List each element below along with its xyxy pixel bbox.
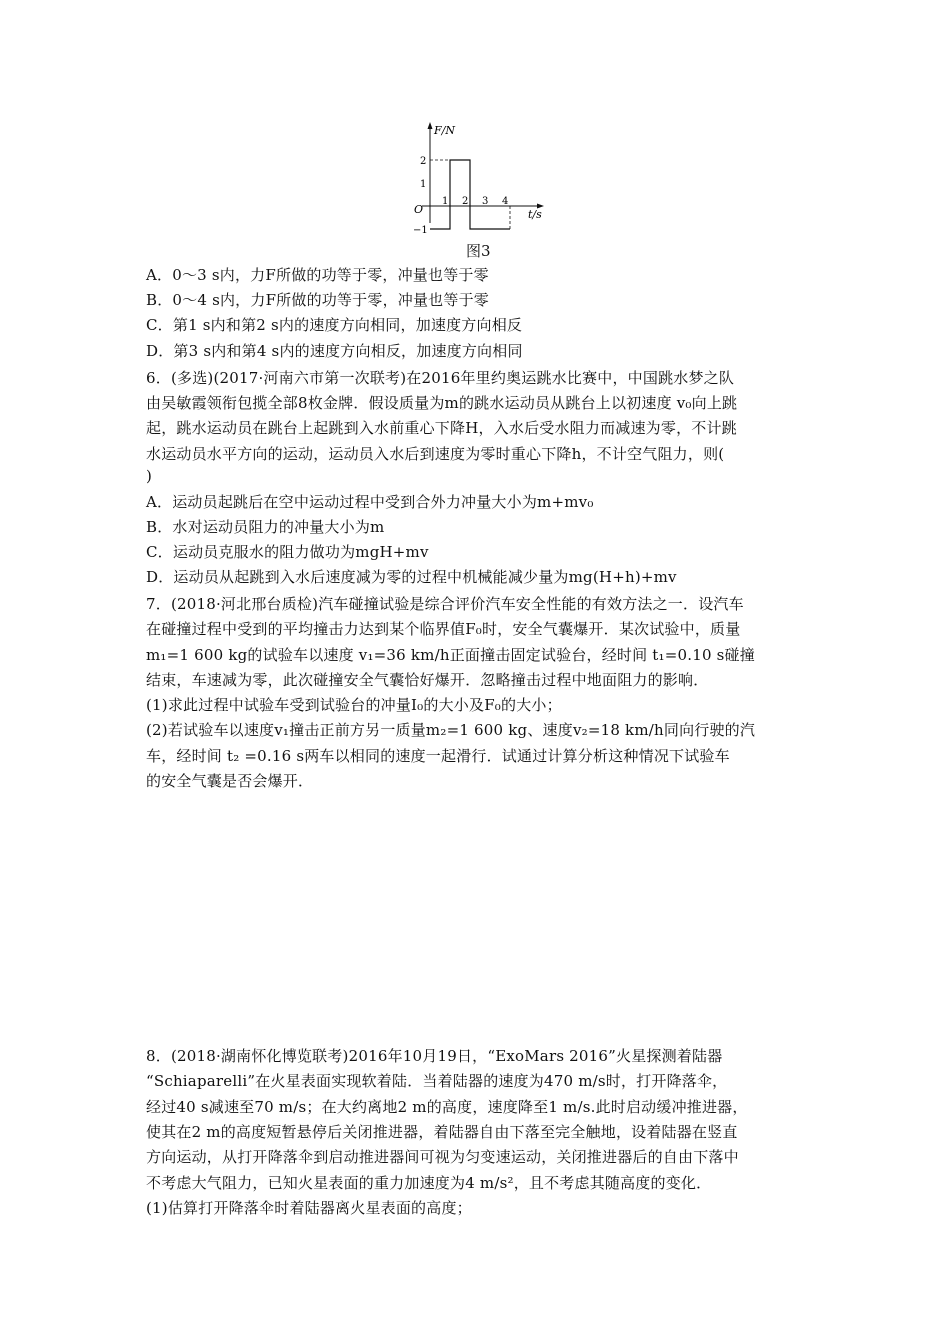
x-tick-label: 2 xyxy=(462,196,469,207)
y-axis-arrow xyxy=(428,122,433,129)
x-tick-label: 1 xyxy=(442,196,449,207)
q6-option-a: A．运动员起跳后在空中运动过程中受到合外力冲量大小为m+mv₀ xyxy=(146,493,594,511)
x-axis-label: t/s xyxy=(528,208,542,221)
q5-option-d: D．第3 s内和第4 s内的速度方向相反，加速度方向相同 xyxy=(146,342,523,360)
q8-stem-line-4: 使其在2 m的高度短暂悬停后关闭推进器，着陆器自由下落至完全触地，设着陆器在竖直 xyxy=(146,1123,738,1141)
q6-stem-line-2: 由吴敏霞领衔包揽全部8枚金牌．假设质量为m的跳水运动员从跳台上以初速度 v₀向上跳 xyxy=(146,394,738,412)
y-tick-label: −1 xyxy=(413,225,428,236)
q7-subquestion-2-line-2: 车，经时间 t₂ =0.16 s两车以相同的速度一起滑行．试通过计算分析这种情况下试验车 xyxy=(146,747,730,765)
q6-stem-line-3: 起，跳水运动员在跳台上起跳到入水前重心下降H，入水后受水阻力而减速为零，不计跳 xyxy=(146,419,737,437)
q6-option-c: C．运动员克服水的阻力做功为mgH+mv xyxy=(146,543,429,561)
y-tick-labels xyxy=(413,156,428,236)
q6-stem-line-1: 6．(多选)(2017·河南六市第一次联考)在2016年里约奥运跳水比赛中，中国跳水梦之队 xyxy=(146,369,735,387)
q7-stem-line-3: m₁=1 600 kg的试验车以速度 v₁=36 km/h正面撞击固定试验台，经时间 t₁=0.10 s碰撞 xyxy=(146,646,755,664)
q7-subquestion-2-line-3: 的安全气囊是否会爆开． xyxy=(146,772,314,790)
q5-option-c: C．第1 s内和第2 s内的速度方向相同，加速度方向相反 xyxy=(146,316,523,334)
origin-label: O xyxy=(414,203,424,216)
q5-option-b: B．0～4 s内，力F所做的功等于零，冲量也等于零 xyxy=(146,291,489,309)
force-time-graph xyxy=(400,118,560,238)
q5-option-a: A．0～3 s内，力F所做的功等于零，冲量也等于零 xyxy=(146,266,489,284)
x-tick-label: 4 xyxy=(502,196,509,207)
q8-stem-line-3: 经过40 s减速至70 m/s；在大约离地2 m的高度，速度降至1 m/s.此时启动缓冲推进器， xyxy=(146,1098,748,1116)
y-axis-label: F/N xyxy=(434,124,455,137)
x-tick-labels xyxy=(442,196,508,207)
q8-stem-line-1: 8．(2018·湖南怀化博览联考)2016年10月19日，“ExoMars 2016”火星探测着陆器 xyxy=(146,1047,723,1065)
figure-caption: 图3 xyxy=(466,242,491,260)
q7-stem-line-4: 结束，车速减为零，此次碰撞安全气囊恰好爆开．忽略撞击过程中地面阻力的影响． xyxy=(146,671,709,689)
q8-subquestion-1: (1)估算打开降落伞时着陆器离火星表面的高度； xyxy=(146,1199,472,1217)
q7-stem-line-1: 7．(2018·河北邢台质检)汽车碰撞试验是综合评价汽车安全性能的有效方法之一．设汽车 xyxy=(146,595,744,613)
q6-option-b: B．水对运动员阻力的冲量大小为m xyxy=(146,518,385,536)
q8-stem-line-5: 方向运动，从打开降落伞到启动推进器间可视为匀变速运动，关闭推进器后的自由下落中 xyxy=(146,1148,739,1166)
q8-stem-line-6: 不考虑大气阻力，已知火星表面的重力加速度为4 m/s²，且不考虑其随高度的变化． xyxy=(146,1174,712,1192)
q7-subquestion-2-line-1: (2)若试验车以速度v₁撞击正前方另一质量m₂=1 600 kg、速度v₂=18 km/h同向行驶的汽 xyxy=(146,721,756,739)
q8-stem-line-2: “Schiaparelli”在火星表面实现软着陆．当着陆器的速度为470 m/s时，打开降落伞， xyxy=(146,1072,728,1090)
q6-stem-line-5: ) xyxy=(146,467,153,485)
q7-subquestion-1: (1)求此过程中试验车受到试验台的冲量I₀的大小及F₀的大小； xyxy=(146,696,562,714)
force-series-line xyxy=(430,160,510,229)
q6-stem-line-4: 水运动员水平方向的运动，运动员入水后到速度为零时重心下降h，不计空气阻力，则( xyxy=(146,445,725,463)
q6-option-d: D．运动员从起跳到入水后速度减为零的过程中机械能减少量为mg(H+h)+mv xyxy=(146,568,677,586)
q7-stem-line-2: 在碰撞过程中受到的平均撞击力达到某个临界值F₀时，安全气囊爆开．某次试验中，质量 xyxy=(146,620,741,638)
x-tick-label: 3 xyxy=(482,196,489,207)
y-tick-label: 2 xyxy=(420,156,427,167)
y-tick-label: 1 xyxy=(420,179,427,190)
